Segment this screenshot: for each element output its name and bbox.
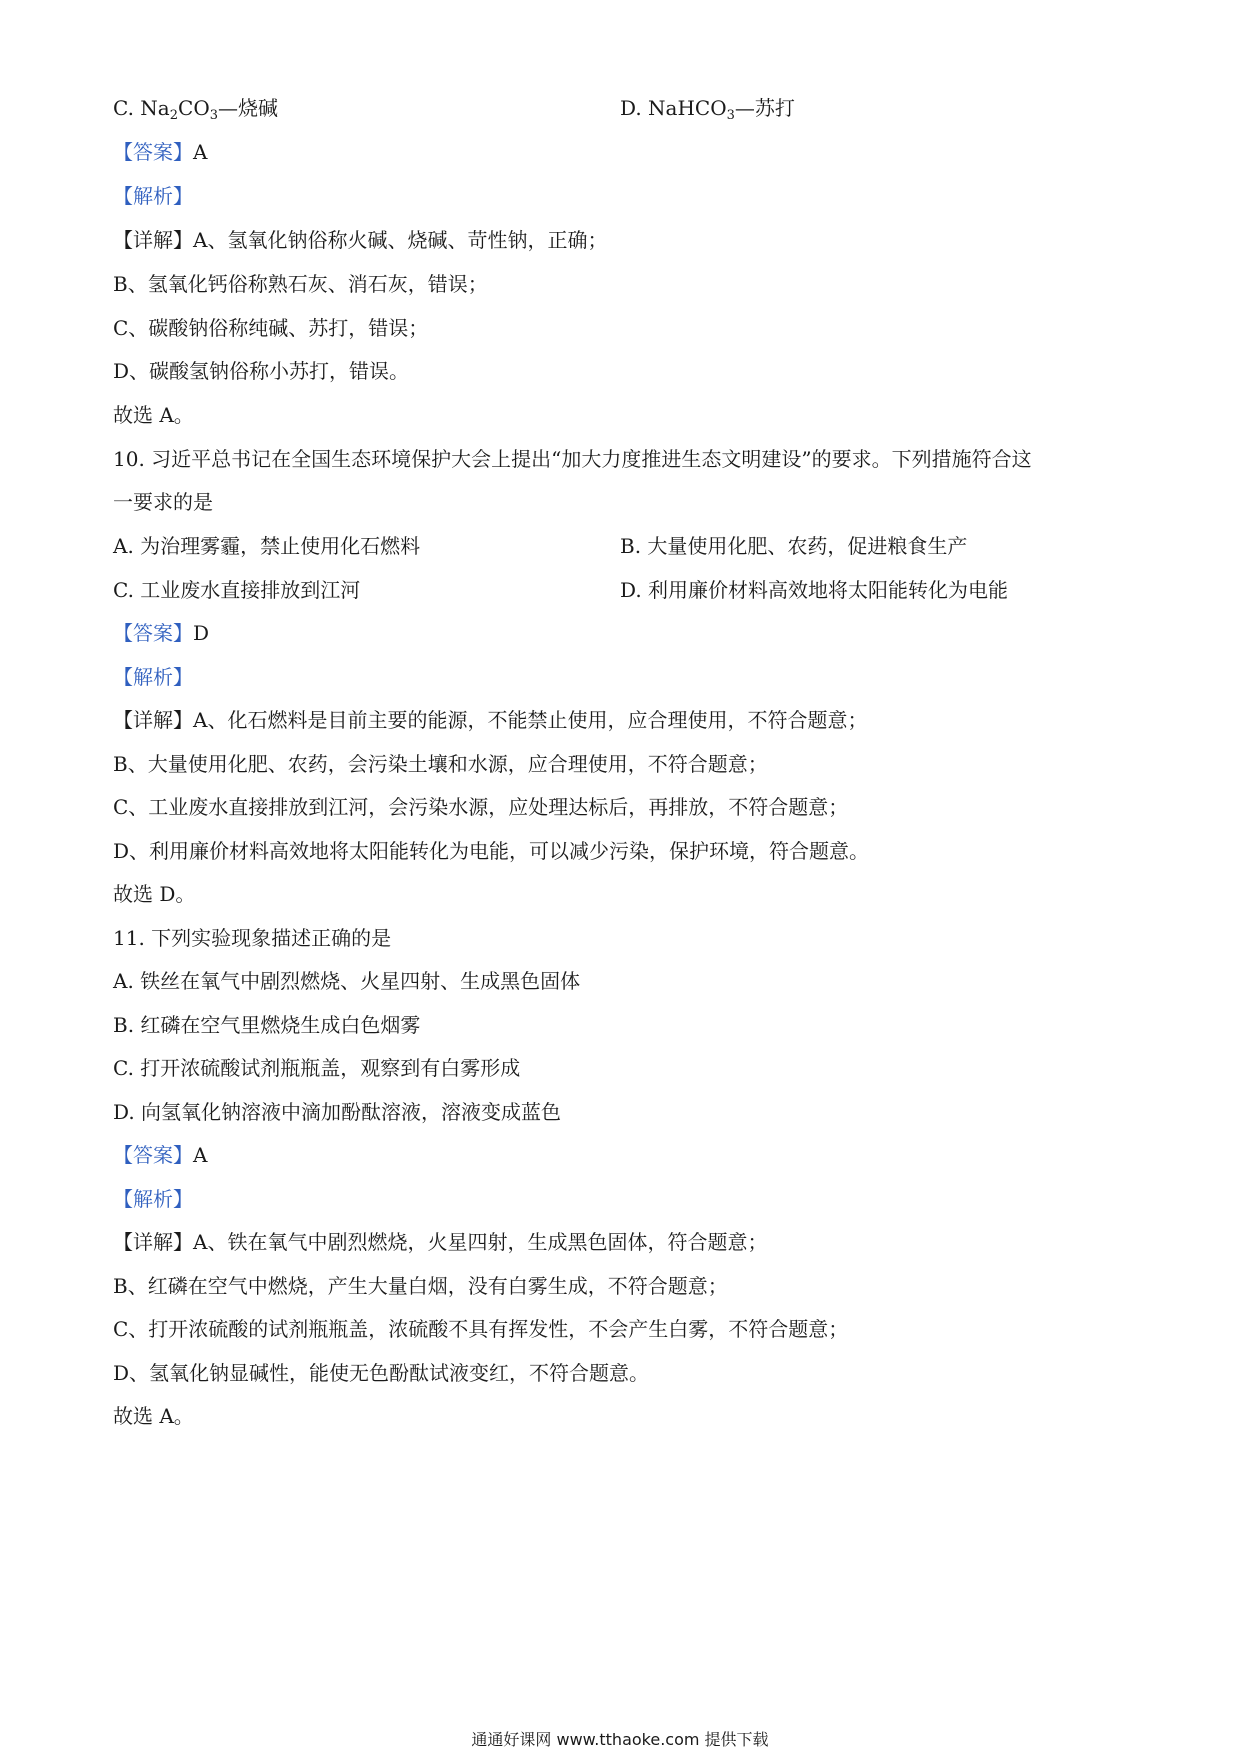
q9-detail-d: D、碳酸氢钠俗称小苏打，错误。	[113, 359, 410, 383]
q9-answer	[113, 138, 207, 166]
q11-option-b: B. 红磷在空气里燃烧生成白色烟雾	[113, 1013, 421, 1037]
detail-tag: 【详解】	[113, 708, 193, 732]
q11-conclusion: 故选 A。	[113, 1404, 194, 1428]
q11-option-d: D. 向氢氧化钠溶液中滴加酚酞溶液，溶液变成蓝色	[113, 1100, 562, 1124]
q10-stem-line1: 10. 习近平总书记在全国生态环境保护大会上提出“加大力度推进生态文明建设”的要求。下列措施符合这	[113, 447, 1032, 471]
q9-detail-b: B、氢氧化钙俗称熟石灰、消石灰，错误；	[113, 272, 488, 296]
q10-stem-line2: 一要求的是	[113, 490, 213, 514]
q10-analysis-tag: 【解析】	[113, 665, 193, 689]
q10-conclusion: 故选 D。	[113, 882, 196, 906]
q10-option-b: B. 大量使用化肥、农药，促进粮食生产	[620, 534, 968, 558]
q10-detail-d: D、利用廉价材料高效地将太阳能转化为电能，可以减少污染，保护环境，符合题意。	[113, 839, 870, 863]
q9-conclusion: 故选 A。	[113, 403, 194, 427]
q11-option-a: A. 铁丝在氧气中剧烈燃烧、火星四射、生成黑色固体	[113, 969, 581, 993]
answer-tag: 【答案】	[113, 621, 193, 645]
q9-detail-c: C、碳酸钠俗称纯碱、苏打，错误；	[113, 316, 429, 340]
q10-answer	[113, 619, 209, 647]
answer-tag: 【答案】	[113, 1143, 193, 1167]
q10-detail-a: 【详解】A、化石燃料是目前主要的能源，不能禁止使用，应合理使用，不符合题意；	[113, 708, 868, 732]
q11-answer	[113, 1141, 207, 1169]
q10-detail-b: B、大量使用化肥、农药，会污染土壤和水源，应合理使用，不符合题意；	[113, 752, 768, 776]
page-footer-watermark: 通通好课网 www.tthaoke.com 提供下载	[471, 1730, 769, 1749]
q10-option-d: D. 利用廉价材料高效地将太阳能转化为电能	[620, 578, 1009, 602]
q11-option-c: C. 打开浓硫酸试剂瓶瓶盖，观察到有白雾形成	[113, 1056, 521, 1080]
answer-value: A	[193, 1143, 208, 1167]
answer-value: A	[193, 140, 208, 164]
q9-option-d: D. NaHCO$_3$—苏打	[620, 96, 795, 123]
answer-value: D	[193, 621, 210, 645]
q10-option-c: C. 工业废水直接排放到江河	[113, 578, 361, 602]
q10-option-a: A. 为治理雾霾，禁止使用化石燃料	[113, 534, 421, 558]
q11-detail-a: 【详解】A、铁在氧气中剧烈燃烧，火星四射，生成黑色固体，符合题意；	[113, 1230, 768, 1254]
detail-tag: 【详解】	[113, 1230, 193, 1254]
q11-detail-d: D、氢氧化钠显碱性，能使无色酚酞试液变红，不符合题意。	[113, 1361, 650, 1385]
detail-tag: 【详解】	[113, 228, 193, 252]
q11-analysis-tag: 【解析】	[113, 1187, 193, 1211]
q11-detail-b: B、红磷在空气中燃烧，产生大量白烟，没有白雾生成，不符合题意；	[113, 1274, 728, 1298]
q9-option-c: C. $Na_2CO_3—$烧碱	[113, 96, 278, 123]
q11-detail-c: C、打开浓硫酸的试剂瓶瓶盖，浓硫酸不具有挥发性，不会产生白雾，不符合题意；	[113, 1317, 849, 1341]
q9-analysis-tag: 【解析】	[113, 184, 193, 208]
answer-tag: 【答案】	[113, 140, 193, 164]
q9-detail-a: 【详解】A、氢氧化钠俗称火碱、烧碱、苛性钠，正确；	[113, 228, 608, 252]
q10-detail-c: C、工业废水直接排放到江河，会污染水源，应处理达标后，再排放，不符合题意；	[113, 795, 849, 819]
q11-stem: 11. 下列实验现象描述正确的是	[113, 926, 392, 950]
